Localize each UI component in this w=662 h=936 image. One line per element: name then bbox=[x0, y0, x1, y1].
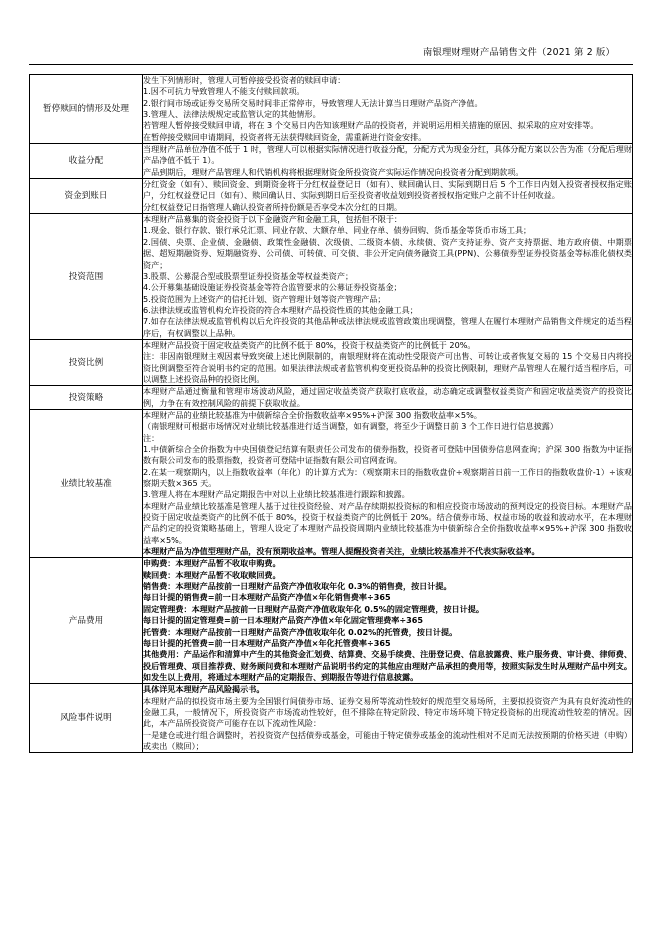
row-paragraph: 7.如存在法律法规或监管机构以后允许投资的其他品种或法律法规或监管政策出现调整，管理人在履行本理财产品销售文件规定的适当程序后，有权调整以上品种。 bbox=[143, 316, 632, 338]
row-paragraph: 分红权益登记日指管理人确认投资者所持份额是否享受本次分红的日期。 bbox=[143, 201, 403, 212]
row-paragraph: 一是建仓或进行组合调整时，若投资资产包括债券或基金，可能由于特定债券或基金的流动性相对不足而无法按预期的价格买进（申购）或卖出（赎回）； bbox=[143, 729, 632, 751]
row-content bbox=[143, 409, 633, 557]
row-paragraph: 当理财产品单位净值不低于 1 时，管理人可以根据实际情况进行收益分配，分配方式为现金分红，具体分配方案以公告为准（分配后理财产品净值不低于 1）。 bbox=[143, 144, 632, 166]
row-paragraph: 1.因不可抗力导致管理人不能支付赎回款项。 bbox=[143, 86, 305, 97]
row-label: 暂停赎回的情形及处理 bbox=[30, 75, 143, 144]
row-paragraph: 2.在某一观察期内，以上指数收益率（年化）的计算方式为：（观察期末日的指数收盘价÷观察期首日前一工作日的指数收盘价-1）÷该观察期天数×365 天。 bbox=[143, 466, 632, 489]
row-paragraph: 2.国债、央票、企业债、金融债、政策性金融债、次级债、二级资本债、永续债、资产支持证券、资产支持票据、地方政府债、中期票据、超短期融资券、短期融资券、公司债、可转债、可交债、非公开定向债务融资工具(PPN)、公募债券型证券投资基金等标准化债权类资产； bbox=[143, 236, 632, 270]
product-terms-table bbox=[29, 74, 633, 753]
row-paragraph: 每日计提的固定管理费=前一日本理财产品资产净值×年化固定管理费率÷365 bbox=[143, 615, 424, 626]
row-paragraph: 托管费：本理财产品按前一日理财产品资产净值收取年化 0.02%的托管费，按日计提。 bbox=[143, 626, 458, 637]
row-content bbox=[143, 684, 633, 753]
header-divider bbox=[29, 64, 633, 65]
row-paragraph: 6.法律法规或监管机构允许投资的符合本理财产品投资性质的其他金融工具； bbox=[143, 304, 418, 315]
table-body bbox=[30, 75, 633, 753]
table-row bbox=[30, 75, 633, 144]
row-paragraph: 销售费：本理财产品按前一日理财产品资产净值收取年化 0.3%的销售费，按日计提。 bbox=[143, 581, 452, 592]
row-content bbox=[143, 386, 633, 410]
table-row bbox=[30, 214, 633, 340]
row-paragraph: 其他费用：产品运作和清算中产生的其他资金汇划费、结算费、交易手续费、注册登记费、信息披露费、账户服务费、审计费、律师费、投后管理费、项目推荐费、财务顾问费和本理财产品说明书约定的其他应由理财产品承担的费用等，按照实际发生时从理财产品中列支。如发生以上费用，将通过本理财产品的定期报告、到期报告等进行信息披露。 bbox=[143, 649, 632, 682]
table-row bbox=[30, 558, 633, 684]
row-content bbox=[143, 339, 633, 385]
row-label: 产品费用 bbox=[30, 558, 143, 684]
row-paragraph: 分红资金（如有）、赎回资金、到期资金将于分红权益登记日（如有）、赎回确认日、实际到期日后 5 个工作日内划入投资者授权指定账户，分红权益登记日（如有）、赎回确认日、实际到期日后至投资者收益划到投资者授权指定账户之前不计任何收益。 bbox=[143, 179, 632, 201]
row-paragraph: （南银理财可根据市场情况对业绩比较基准进行适当调整，如有调整，将至少于调整日前 3 个工作日进行信息披露） bbox=[143, 421, 558, 432]
row-paragraph: 5.投资范围为上述资产的信托计划、资产管理计划等资产管理产品； bbox=[143, 293, 386, 304]
row-paragraph: 每日计提的托管费=前一日本理财产品资产净值×年化托管费率÷365 bbox=[143, 637, 391, 648]
row-label: 业绩比较基准 bbox=[30, 409, 143, 557]
row-label: 收益分配 bbox=[30, 144, 143, 179]
table-row bbox=[30, 339, 633, 385]
row-paragraph: 3.管理人将在本理财产品定期报告中对以上业绩比较基准进行跟踪和披露。 bbox=[143, 489, 410, 500]
row-paragraph: 申购费：本理财产品暂不收取申购费。 bbox=[143, 558, 281, 569]
row-label: 投资策略 bbox=[30, 386, 143, 410]
table-row bbox=[30, 684, 633, 753]
header-title: 南银理财理财产品销售文件（2021 第 2 版） bbox=[423, 47, 615, 58]
row-paragraph: 具体详见本理财产品风险揭示书。 bbox=[143, 684, 265, 695]
row-paragraph: 1.现金、银行存款、银行承兑汇票、同业存款、大额存单、同业存单、债券回购、货币基金等货币市场工具； bbox=[143, 225, 532, 236]
row-paragraph: 本理财产品投资于固定收益类资产的比例不低于 80%，投资于权益类资产的比例低于 20%。 bbox=[143, 339, 476, 350]
row-content bbox=[143, 75, 633, 144]
row-paragraph: 发生下列情形时，管理人可暂停接受投资者的赎回申请： bbox=[143, 75, 346, 85]
row-paragraph: 本理财产品业绩比较基准是管理人基于过往投资经验、对产品存续期拟投资标的和相应投资市场波动的预判设定的投资目标。本理财产品投资于固定收益类资产的比例不低于 80%，投资于权益类资产的比例低于 20%。结合债券市场、权益市场的收益和波动水平，在本理财产品约定的投资策略基础上，管理人设定了本理财产品投资周期内业绩比较基准为中债新综合全价指数收益率×95%+沪深 300 指数收益率×5%。 bbox=[143, 500, 632, 545]
row-paragraph: 产品到期后，理财产品管理人和代销机构将根据理财资金所投资资产实际运作情况向投资者分配到期款项。 bbox=[143, 166, 524, 177]
row-label: 资金到账日 bbox=[30, 179, 143, 214]
row-content bbox=[143, 179, 633, 214]
row-paragraph: 赎回费：本理财产品暂不收取赎回费。 bbox=[143, 569, 281, 580]
row-paragraph: 固定管理费：本理财产品按前一日理财产品资产净值收取年化 0.5%的固定管理费，按日计提。 bbox=[143, 603, 484, 614]
row-label: 风险事件说明 bbox=[30, 684, 143, 753]
row-content bbox=[143, 214, 633, 340]
row-paragraph: 本理财产品募集的资金投资于以下金融资产和金融工具，包括但不限于： bbox=[143, 214, 403, 225]
table-row bbox=[30, 386, 633, 410]
table-row bbox=[30, 409, 633, 557]
row-paragraph: 3.股票、公募混合型或股票型证券投资基金等权益类资产； bbox=[143, 270, 354, 281]
row-label: 投资范围 bbox=[30, 214, 143, 340]
row-paragraph: 1.中债新综合全价指数为中央国债登记结算有限责任公司发布的债券指数，投资者可登陆中国债券信息网查询；沪深 300 指数为中证指数有限公司发布的股票指数，投资者可登陆中证指数有限公司官网查询。 bbox=[143, 444, 632, 466]
row-paragraph: 2.银行间市场或证券交易所交易时间非正常停市，导致管理人无法计算当日理财产品资产净值。 bbox=[143, 97, 483, 108]
row-paragraph: 若管理人暂停接受赎回申请，将在 3 个交易日内告知该理财产品的投资者，并说明运用相关措施的原因、拟采取的应对安排等。 bbox=[143, 120, 599, 131]
row-content bbox=[143, 558, 633, 684]
row-paragraph: 3.管理人、法律法规规定或监管认定的其他情形。 bbox=[143, 109, 321, 120]
row-paragraph: 本理财产品的拟投资市场主要为全国银行间债券市场、证券交易所等流动性较好的规范型交易场所，主要拟投资资产为具有良好流动性的金融工具，一般情况下，所投资资产市场流动性较好，但不排除在特定阶段、特定市场环境下特定投资标的出现流动性较差的情况。因此，本产品所投资资产可能存在以下流动性风险： bbox=[143, 695, 632, 729]
table-row bbox=[30, 144, 633, 179]
row-content bbox=[143, 144, 633, 179]
page-header bbox=[29, 46, 633, 68]
row-paragraph: 4.公开募集基础设施证券投资基金等符合监管要求的公募证券投资基金； bbox=[143, 282, 402, 293]
row-paragraph: 在暂停接受赎回申请期间，投资者将无法获得赎回资金，需重新进行资金安排。 bbox=[143, 131, 427, 142]
row-paragraph: 本理财产品通过衡量和管理市场波动风险，通过固定收益类资产获取打底收益，动态确定或调整权益类资产和固定收益类资产的投资比例，力争在有效控制风险的前提下获取收益。 bbox=[143, 386, 632, 408]
row-paragraph: 每日计提的销售费=前一日本理财产品资产净值×年化销售费率÷365 bbox=[143, 592, 391, 603]
row-label: 投资比例 bbox=[30, 339, 143, 385]
row-paragraph: 本理财产品的业绩比较基准为中债新综合全价指数收益率×95%+沪深 300 指数收益率×5%。 bbox=[143, 409, 482, 420]
row-paragraph: 本理财产品为净值型理财产品，没有预期收益率。管理人提醒投资者关注，业绩比较基准并不代表实际收益率。 bbox=[143, 546, 540, 557]
row-paragraph: 注：非因南银理财主观因素导致突破上述比例限制的，南银理财将在流动性受限资产可出售、可转让或者恢复交易的 15 个交易日内将投资比例调整至符合说明书约定的范围。如果法律法规或者监管机构变更投资品种的投资比例限制，理财产品管理人在履行适当程序后，可以调整上述投资品种的投资比例。 bbox=[143, 351, 632, 384]
table-row bbox=[30, 179, 633, 214]
row-paragraph: 注： bbox=[143, 432, 160, 443]
